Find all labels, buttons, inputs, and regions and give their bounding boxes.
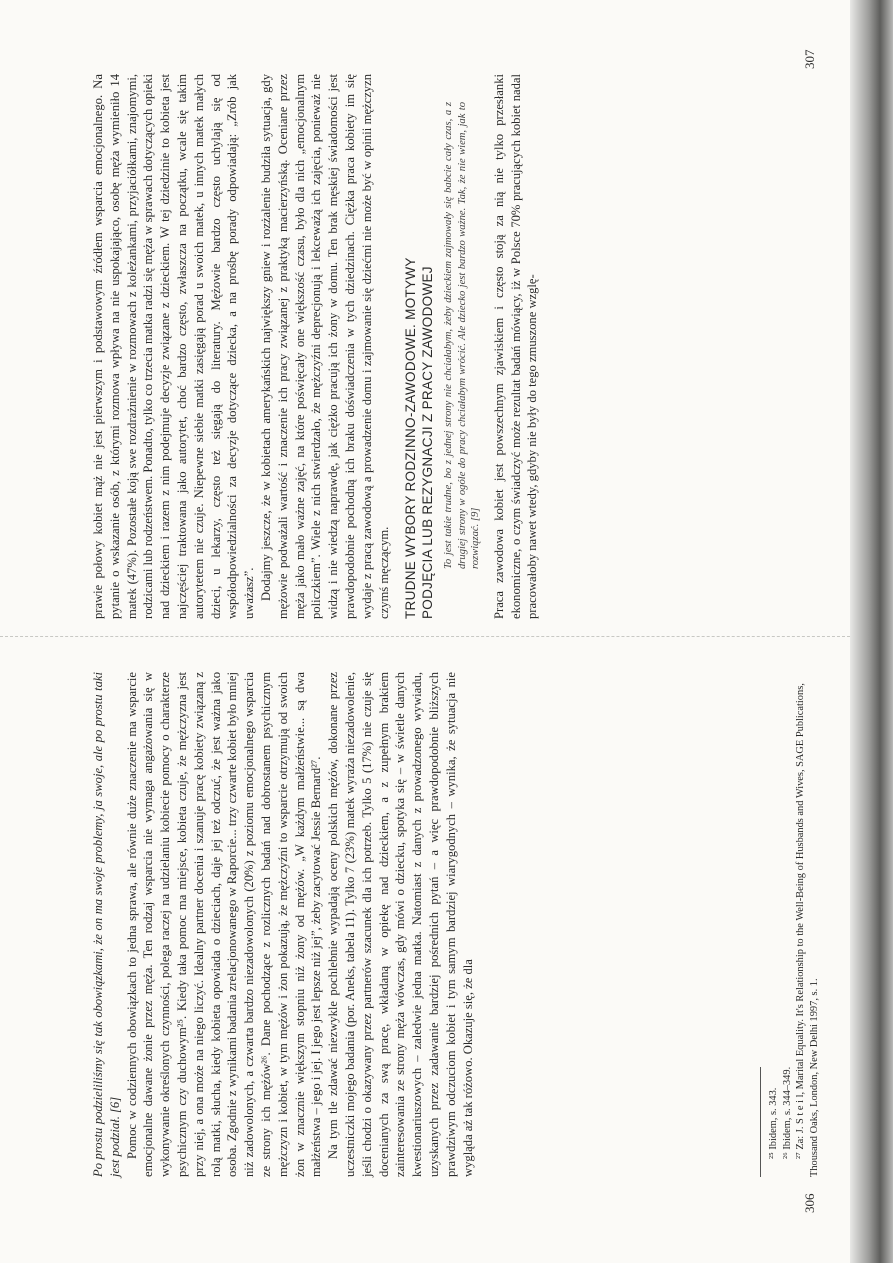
footnote: ²⁷ Za: J. S t e i l, Marital Equality. It's Relationship to the Well-Being of Husbands and Wives, SAGE Publications, Thousand Oaks, London, New Delhi 1997, s. 1. bbox=[795, 683, 820, 1177]
right-page bbox=[0, 0, 840, 629]
paragraph: Dodajmy jeszcze, że w kobietach amerykańskich największy gniew i rozżalenie budziła sytuacja, gdy mężowie podważali wartość i znaczenie ich pracy związanej z praktyką macierzyńską. Oceniane przez męża jako mało ważne zajęć, na które poświęcały one większość czasu, było dla nich „emocjonalnym policzkiem”. Wiele z nich stwierdzało, że mężczyźni deprecjonują i lekceważą ich zajęcia, ponieważ nie widzą i nie wiedzą naprawdę, jak ciężko pracują ich żony w domu. Ten brak męskiej świadomości jest prawdopodobnie pochodną ich braku doświadczenia w tych dziedzinach. Ciężka praca kobiety im się wydaje z pracą zawodową a prowadzenie domu i zajmowanie się dziećmi nie może być w opinii mężczyzn czymś męczącym. bbox=[258, 74, 391, 619]
scan-edge-shadow bbox=[850, 0, 893, 1263]
footnote: ²⁵ Ibidem, s. 343. bbox=[768, 1087, 779, 1159]
left-page bbox=[0, 631, 840, 1263]
right-text-column bbox=[90, 74, 541, 619]
paragraph: Praca zawodowa kobiet jest powszechnym zjawiskiem i często stoją za nią nie tylko przesłanki ekonomiczne, o czym świadczyć może rezultat badań mówiący, iż w Polsce 70% pracujących kobiet nadal pracowałoby nawet wtedy, gdyby nie były do tego zmuszone wzglę- bbox=[491, 74, 540, 619]
paragraph: Na tym tle zdawać niezwykle pochlebnie wypadają oceny polskich mężów, dokonane przez uczestniczki mojego badania (por. Aneks, tabela 11). Tylko 7 (23%) matek wyraża niezadowolenie, jeśli chodzi o okazywany przez partnerów szacunek dla ich potrzeb. Tylko 5 (17%) nie czuje się docenianych za swą pracę, wkładaną w opiekę nad dzieckiem, a z zupełnym brakiem zainteresowania ze strony męża wówczas, gdy mówi o dziecku, spotyka się – w świetle danych kwestionariuszowych – zaledwie jedna matka. Natomiast z danych z prowadzonego wywiadu, uzyskanych przez zadawanie bardziej pośrednich pytań – a więc prawdopodobnie bliższych prawdziwym odczuciom kobiet i tym samym bardziej wiarygodnych – wynika, że sytuacja nie wygląda aż tak różowo. Okazuje się, że dla bbox=[326, 672, 475, 1177]
heading-line: PODJĘCIA LUB REZYGNACJI Z PRACY ZAWODOWEJ bbox=[420, 266, 436, 619]
footnote: ²⁶ Ibidem, s. 344–349. bbox=[781, 1066, 793, 1159]
paragraph: prawie połowy kobiet mąż nie jest pierwszym i podstawowym źródłem wsparcia emocjonalnego. Na pytanie o wskazanie osób, z którymi rozmowa wpływa na nie uspokajająco, osobę męża wymieniło 14 matek (47%). Pozostałe koją swe rozdrażnienie w rozmowach z koleżankami, przyjaciółkami, znajomymi, rodzicami lub rodzeństwem. Ponadto, tylko co trzecia matka radzi się męża w sprawach dotyczących opieki nad dzieckiem i razem z nim podejmuje decyzje związane z dzieckiem. W tej dziedzinie to kobieta jest najczęściej traktowana jako autorytet, choć bardzo często, zwłaszcza na początku, wcale się takim autorytetem nie czuje. Niepewne siebie matki zasięgają porad u swoich matek, u innych matek małych dzieci, u lekarzy, często też sięgają do literatury. Mężowie bardzo często uchylają się od współodpowiedzialności za decyzje dotyczące dziecka, a na prośbę porady odpowiadają: „Zrób jak uważasz”. bbox=[91, 74, 257, 619]
section-heading bbox=[402, 74, 436, 619]
opening-quote: Po prostu podzieliliśmy się tak obowiązkami, że on ma swoje problemy, ja swoje, ale po prostu taki jest podział. [6] bbox=[91, 672, 122, 1177]
left-text-column bbox=[90, 672, 476, 1177]
paragraph: Pomoc w codziennych obowiązkach to jedna sprawa, ale równie duże znaczenie ma wsparcie emocjonalne dawane żonie przez męża. Ten rodzaj wsparcia nie wymaga angażowania się w wykonywanie określonych czynności, polega raczej na udzielaniu kobiecie pomocy o charakterze psychicznym czy duchowym²⁵. Kiedy taka pomoc ma miejsce, kobieta czuje, że mężczyzna jest przy niej, a ona może na niego liczyć. Idealny partner docenia i szanuje pracę kobiety związaną z rolą matki, słucha, kiedy kobieta opowiada o dzieciach, daje jej też odczuć, że jest ważna jako osoba. Zgodnie z wynikami badania zrelacjonowanego w Raporcie... trzy czwarte kobiet było mniej niż zadowolonych, a czwarta bardzo niezadowolonych (20%) z poziomu emocjonalnego wsparcia ze strony ich mężów²⁶. Dane pochodzące z rozlicznych badań nad dobrostanem psychicznym mężczyzn i kobiet, w tym mężów i żon pokazują, że mężczyźni to wsparcie otrzymują od swoich żon w znacznie większym stopniu niż żony od mężów. „W każdym małżeństwie... są dwa małżeństwa – jego i jej. I jego jest lepsze niż jej”, żeby zacytować Jessie Bernard²⁷. bbox=[124, 672, 324, 1177]
heading-line: TRUDNE WYBORY RODZINNO-ZAWODOWE. MOTYWY bbox=[403, 257, 419, 619]
block-quote: To jest takie trudne, bo z jednej strony nie chciałabym, żeby dzieckiem zajmowały się babcie cały czas, a z drugiej strony w ogóle do pracy chciałabym wrócić. Ale dziecko jest bardzo ważne. Tak, że nie wiem, jak to rozwiązać. [9] bbox=[443, 102, 482, 569]
footnote-rule bbox=[760, 1067, 761, 1177]
page-number: 306 bbox=[802, 1193, 817, 1213]
page-number: 307 bbox=[802, 49, 817, 69]
footnotes bbox=[760, 672, 821, 1177]
